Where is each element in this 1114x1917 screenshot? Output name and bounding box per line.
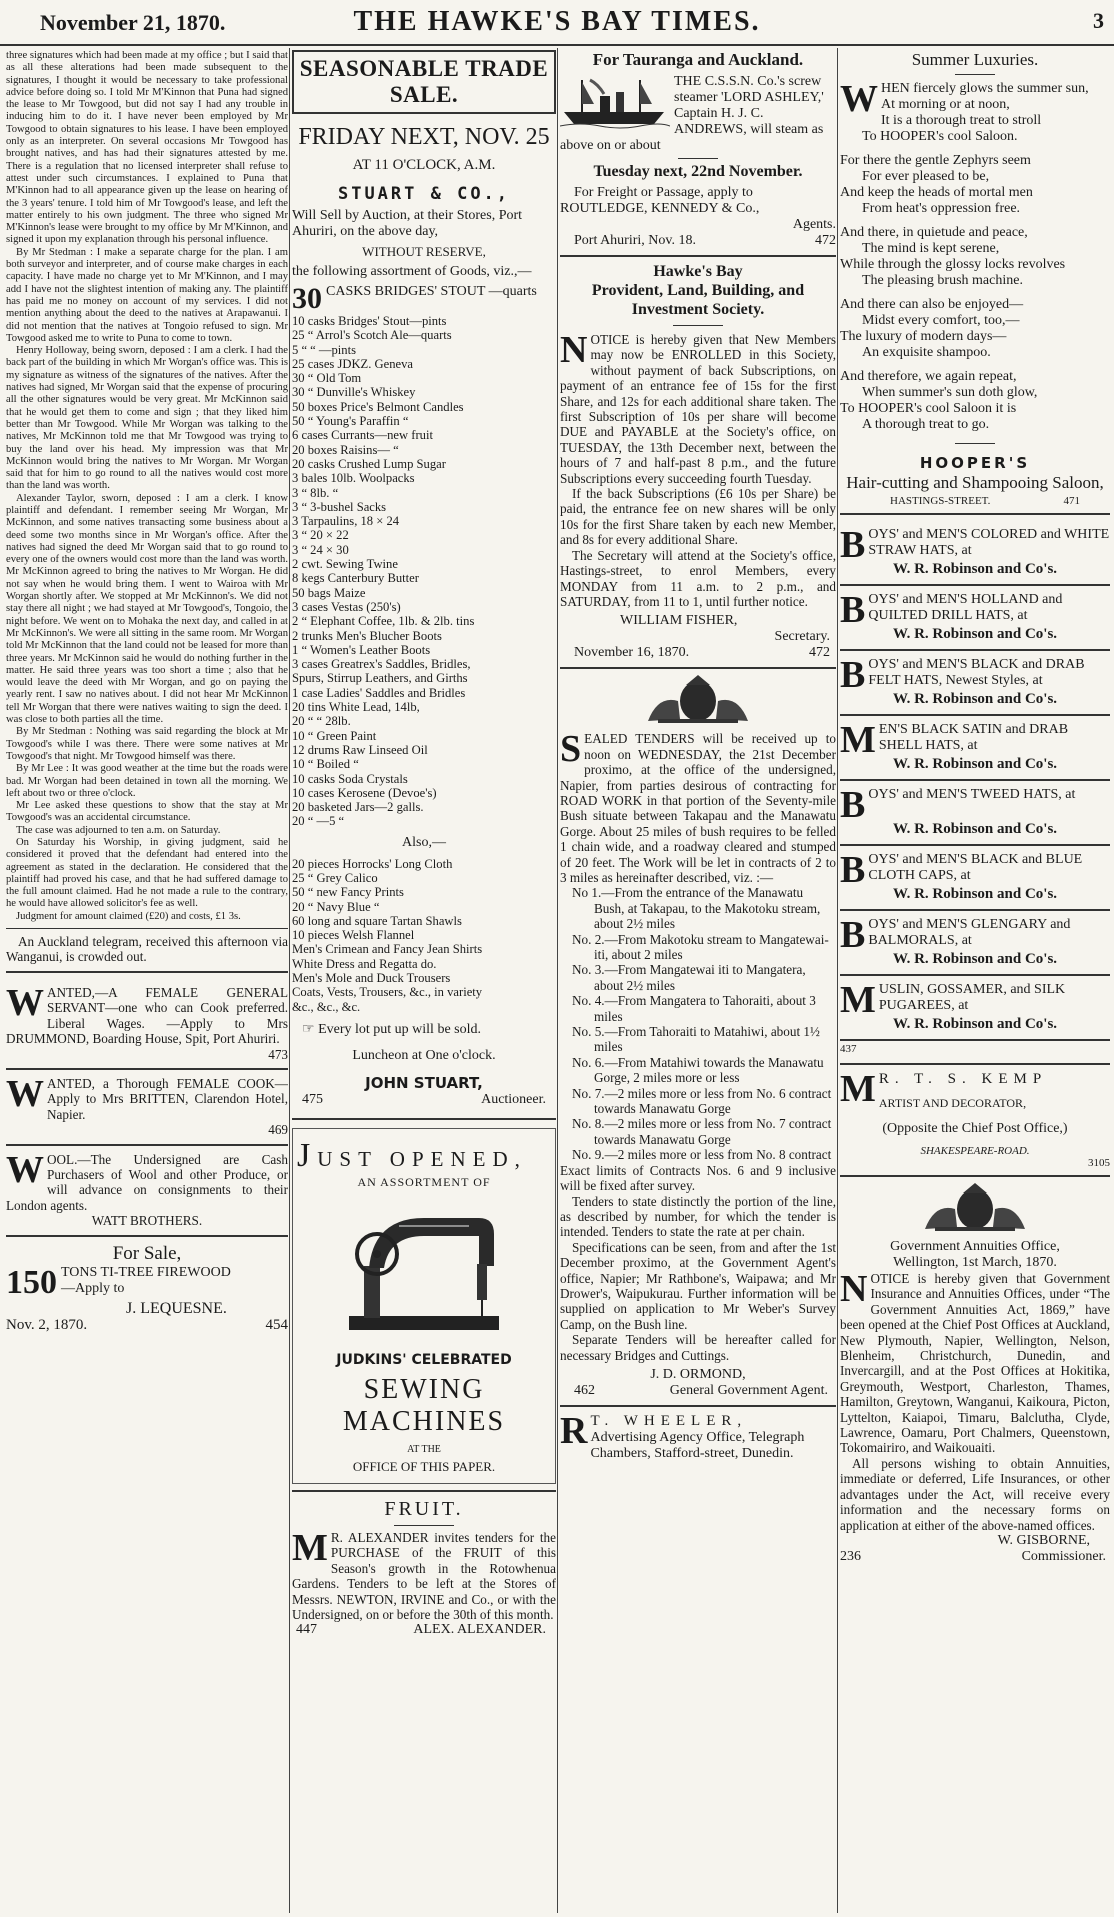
dropcap: B	[840, 849, 866, 891]
sale-time: AT 11 O'CLOCK, A.M.	[352, 157, 496, 173]
dropcap: M	[840, 719, 876, 761]
goods-item: White Dress and Regatta do.	[292, 956, 437, 971]
poem-line: The pleasing brush machine.	[862, 273, 1023, 288]
ad-number: 472	[809, 645, 830, 661]
routledge-firm: ROUTLEDGE, KENNEDY & Co.,	[560, 201, 760, 216]
goods-item: 25 “ Grey Calico	[292, 870, 378, 885]
society-body-2: If the back Subscriptions (£6 10s per Share) be paid, the entrance fee on new shares will be only 10s for the first Share taken by each new Member, and 8s for every additional Share.	[560, 486, 836, 548]
hat-ad-body: OYS' and MEN'S GLENGARY and BALMORALS, at	[868, 917, 1071, 948]
masthead	[0, 0, 1114, 46]
goods-item: 3 Tarpaulins, 18 × 24	[292, 514, 400, 529]
annuities-body: OTICE is hereby given that Government Insurance and Annuities Offices, under “The Government Annuities Act, 1869,” have been opened at the Chief Post Offices at Auckland, New Plymouth, Napier, Wellington, Nelson, Blenheim, Christchurch, Dunedin, and Invercargill, and at the Post Offices at Hokitika, Greymouth, Westport, Charleston, Thames, Hamilton, Greytown, Wanganui, Kaikoura, Picton, Lyttelton, Kaiapoi, Timaru, Balclutha, Clyde, Lawrence, Oamaru, Port Chalmers, Queenstown, Tokomairiro, and Waikouaiti.	[840, 1271, 1110, 1456]
firewood-qty: 150	[6, 1264, 57, 1301]
contract-item: No. 4.—From Mangatera to Tahoraiti, about 3 miles	[572, 993, 816, 1024]
sale-following: the following assortment of Goods, viz.,—	[292, 264, 532, 279]
hooper-name: HOOPER'S	[919, 454, 1031, 472]
goods-item: 1 “ Women's Leather Boots	[292, 642, 431, 657]
goods-item: 3 “ 3-bushel Sacks	[292, 499, 387, 514]
court-paragraph: three signatures which had been made at my office ; but I said that as all these alterations had been made subsequent to the signatures, I thought it would be necessary to take professional advice before doing so. I told Mr M'Kinnon that Puna had signed the lease to Mr Towgood, but did not say I had any trouble in inducing him to do it. I have never been employed by Mr Towgood to obtain signatures to his lease. I have been employed only as an interpreter. On several occasions Mr Towgood has brought natives, and has had their signatures attested by me. There is a regulation that no licensed interpreter shall refuse to attest under such circumstances. I explained to Puna that M'Kinnon had to all appearance given up the lease on hearing of the 3 years' tenure. I told him of Mr Towgood's lease, and left the matter entirely to his own judgment. The three who signed Mr M'Kinnon's lease were brought to my office by Mr M'Kinnon, and signed it upon my explanation through his personal influence.	[6, 50, 288, 246]
royal-coat-of-arms-icon	[915, 1183, 1035, 1233]
hooper-street: HASTINGS-STREET.	[890, 495, 991, 507]
ad-number: 447	[296, 1622, 317, 1638]
goods-item: 6 cases Currants—new fruit	[292, 428, 433, 443]
hat-ad-body: OYS' and MEN'S HOLLAND and QUILTED DRILL HATS, at	[868, 592, 1063, 623]
goods-item: 5 “ “ —pints	[292, 342, 357, 357]
contract-item: No. 8.—2 miles more or less from No. 7 contract towards Manawatu Gorge	[572, 1116, 832, 1147]
fruit-body: R. ALEXANDER invites tenders for the PURCHASE of the FRUIT of this Season's growth in the Rotowhenua Gardens. Tenders to be left at the Stores of Messrs. NEWTON, IRVINE and Co., or with the Undersigned, on or before the 30th of this month.	[292, 1529, 556, 1622]
ad-signature: WATT BROTHERS.	[91, 1213, 203, 1229]
dropcap: B	[840, 589, 866, 631]
poem-line: HEN fiercely glows the summer sun,	[881, 81, 1089, 96]
poem	[840, 78, 1110, 433]
goods-item: 20 “ Navy Blue “	[292, 899, 380, 914]
column-rule	[557, 48, 558, 1913]
column-1	[6, 50, 288, 1910]
dropcap: W	[6, 1148, 44, 1191]
poem-line: For ever pleased to be,	[862, 169, 990, 184]
court-paragraph: Alexander Taylor, sworn, deposed : I am a clerk. I know plaintiff and defendant. I remember seeing Mr Worgan, Mr McKinnon, and some natives transacting some business about a deed some two months since in Mr Worgan's office. After the natives had signed the deed Mr Worgan said that to go round to every one of the owners would cost more than the land was worth. Mr McKinnon agreed to bring the natives to Mr Worgan. He did not say when he would bring them. I went to Wairoa with Mr Worgan shortly after. We stopped at Mr McKinnon's. We did not stay there all night ; we had stayed at Mr Towgood's, Tongoio, the night before. We went on to Mohaka the next day, and called in at Mr McKinnon's. We were all sitting in the same room. Mr Worgan told Mr McKinnon that the land could not be leased for more than three years. Mr McKinnon said he would do nothing further in the matter. He said three years was too short a time ; also that he would leave the deed with Mr Worgan, and go on paying the yearly rent. I saw no natives about. I did not hear Mr McKinnon tell Mr Worgan that there were natives waiting to sign the deed. I was close to both parties all the time.	[6, 492, 288, 726]
tender-title: General Government Agent.	[669, 1382, 828, 1398]
first-item-qty: 30	[292, 284, 322, 314]
hats-ads	[840, 521, 1110, 1041]
dropcap: W	[6, 1072, 44, 1115]
firewood-name: J. LEQUESNE.	[126, 1299, 227, 1317]
contract-list	[560, 885, 836, 1162]
hat-ad-body: OYS' and MEN'S TWEED HATS, at	[868, 787, 1076, 802]
road-tender-notice	[560, 728, 836, 1399]
hat-ad	[840, 781, 1110, 846]
hat-ad	[840, 846, 1110, 911]
freight-line: For Freight or Passage, apply to	[574, 185, 753, 200]
hat-ad	[840, 521, 1110, 586]
goods-item: Coats, Vests, Trousers, &c., in variety	[292, 985, 483, 1000]
contract-item: No. 3.—From Mangatewai iti to Mangatera, about 2½ miles	[572, 962, 806, 993]
robinson-signature: W. R. Robinson and Co's.	[892, 821, 1058, 837]
hat-ad-body: OYS' and MEN'S COLORED and WHITE STRAW HATS, at	[868, 527, 1110, 558]
goods-item: 20 casks Crushed Lump Sugar	[292, 456, 446, 471]
annuities-title: Commissioner.	[1021, 1548, 1106, 1564]
wheeler-ad	[560, 1409, 836, 1462]
poem-line: From heat's oppression free.	[862, 201, 1021, 216]
ad-body: OOL.—The Undersigned are Cash Purchasers of Wool and other Produce, or will advance on consignments to their London agents.	[6, 1151, 288, 1213]
goods-item: Spurs, Stirrup Leathers, and Girths	[292, 671, 468, 686]
kemp-title: ARTIST AND DECORATOR,	[878, 1096, 1027, 1110]
goods-item: 50 “ Young's Paraffin “	[292, 414, 409, 429]
goods-item: &c., &c., &c.	[292, 999, 361, 1014]
poem-stanza	[840, 369, 1110, 433]
poem-line: A thorough treat to go.	[862, 417, 990, 432]
hat-ad	[840, 911, 1110, 976]
ad-number: 471	[1063, 495, 1080, 507]
contract-item: No. 7.—2 miles more or less from No. 6 contract towards Manawatu Gorge	[572, 1085, 832, 1117]
also-heading: Also,—	[402, 834, 446, 850]
goods-item: 60 long and square Tartan Shawls	[292, 913, 462, 928]
ad-number: 236	[840, 1548, 861, 1564]
dropcap: B	[840, 914, 866, 956]
contract-item: No 1.—From the entrance of the Manawatu Bush, at Takapau, to the Makotoku stream, about 2½ miles	[572, 885, 821, 932]
society-body: OTICE is hereby given that New Members may now be ENROLLED in this Society, without payment of back Subscriptions, on payment of an entrance fee of 15s for the first Share, and 12s for each additional share taken. The first Subscription of 10s per share will become DUE and PAYABLE at the Society's office, on TUESDAY, the 13th December next, between the hours of 7 and half-past 8 p.m., and the future Subscriptions every succeeding fourth Tuesday.	[560, 332, 836, 486]
goods-item: 3 “ 20 × 22	[292, 528, 349, 543]
tender-p2: Exact limits of Contracts Nos. 6 and 9 inclusive will be fixed after survey.	[560, 1162, 836, 1194]
tauranga-heading: For Tauranga and Auckland.	[592, 50, 804, 69]
society-notice	[560, 329, 836, 661]
goods-item: 25 cases JDKZ. Geneva	[292, 356, 413, 371]
poem-line: While through the glossy locks revolves	[840, 257, 1066, 272]
goods-item: 30 “ Dunville's Whiskey	[292, 385, 416, 400]
goods-list-2	[292, 857, 556, 1014]
dropcap: W	[840, 78, 878, 120]
court-paragraph: By Mr Stedman : I make a separate charge for the plan. I am both surveyor and interpreter, and of course make charges in each capacity. I have made no charge yet to Mr M'Kinnon, and I may add I have not the slightest intention of making any. The plaintiff has paid me no money on account of my services. I did not mention anything about the deed to the natives at Arapawanui. I did not mention that the natives at Tongoio refused to sign. Mr Towgood asked me to write to Puna to come to town.	[6, 246, 288, 344]
tauranga-place: Port Ahuriri, Nov. 18.	[574, 233, 696, 248]
telegram-note: An Auckland telegram, received this afternoon via Wanganui, is crowded out.	[6, 934, 288, 965]
sewing-machine-ad	[292, 1128, 556, 1484]
royal-coat-of-arms-icon	[638, 675, 758, 725]
page-number: 3	[1093, 8, 1104, 33]
goods-item: 25 “ Arrol's Scotch Ale—quarts	[292, 328, 452, 343]
ad-number: 472	[815, 233, 836, 248]
goods-item: Men's Crimean and Fancy Jean Shirts	[292, 942, 483, 957]
sewing-machine-illustration	[329, 1196, 519, 1346]
firewood-date: Nov. 2, 1870.	[6, 1316, 88, 1333]
auctioneer-name: JOHN STUART,	[365, 1073, 483, 1092]
poem-stanza	[840, 297, 1110, 361]
robinson-signature: W. R. Robinson and Co's.	[892, 951, 1058, 967]
annuities-notice	[840, 1268, 1110, 1565]
dropcap: B	[840, 784, 866, 826]
ad-number: 3105	[1088, 1157, 1110, 1169]
trade-sale-banner: SEASONABLE TRADE SALE.	[292, 50, 556, 114]
tuesday-line: Tuesday next, 22nd November.	[593, 163, 803, 180]
kemp-ad	[840, 1068, 1110, 1169]
auctioneer-firm: STUART & CO.,	[337, 184, 511, 204]
wheeler-name: T. WHEELER,	[590, 1412, 748, 1429]
newspaper-title: THE HAWKE'S BAY TIMES.	[353, 6, 761, 37]
hat-ad-body: EN'S BLACK SATIN and DRAB SHELL HATS, at	[878, 722, 1069, 753]
court-paragraph: Mr Lee asked these questions to show that the stay at Mr Towgood's was an accidental circumstance.	[6, 800, 288, 824]
ad-number: 475	[302, 1091, 323, 1107]
ad-wool	[6, 1146, 288, 1237]
society-heading-1: Hawke's Bay	[653, 263, 743, 280]
goods-item: 50 boxes Price's Belmont Candles	[292, 399, 464, 414]
robinson-signature: W. R. Robinson and Co's.	[892, 626, 1058, 642]
dropcap: W	[6, 981, 44, 1024]
tender-signature: J. D. ORMOND,	[650, 1366, 746, 1382]
pointing-hand-icon: ☞	[302, 1021, 315, 1037]
hat-ad	[840, 651, 1110, 716]
wheeler-body: Advertising Agency Office, Telegraph Chambers, Stafford-street, Dunedin.	[590, 1429, 805, 1461]
goods-item: 20 “ “ 28lb.	[292, 714, 351, 729]
goods-item: 10 “ Boiled “	[292, 757, 359, 772]
poem-line: It is a thorough treat to stroll	[881, 113, 1042, 128]
dropcap: S	[560, 728, 582, 771]
at-the: AT THE	[407, 1443, 441, 1455]
goods-item: 20 boxes Raisins— “	[292, 442, 399, 457]
goods-item: 50 bags Maize	[292, 585, 366, 600]
column-rule	[289, 48, 290, 1913]
poem-title: Summer Luxuries.	[911, 50, 1039, 69]
goods-item: 10 cases Kerosene (Devoe's)	[292, 785, 437, 800]
kemp-road: SHAKESPEARE-ROAD.	[920, 1145, 1030, 1157]
goods-item: 10 pieces Welsh Flannel	[292, 928, 415, 943]
firewood-line: —Apply to	[61, 1280, 125, 1296]
ad-female-cook	[6, 1070, 288, 1146]
hat-ad	[840, 716, 1110, 781]
poem-line: To HOOPER's cool Saloon it is	[840, 401, 1017, 416]
dropcap: B	[840, 654, 866, 696]
goods-item: 3 cases Vestas (250's)	[292, 599, 401, 614]
dropcap: B	[840, 524, 866, 566]
annuities-signature: W. GISBORNE,	[997, 1532, 1090, 1548]
goods-item: 3 “ 24 × 30	[292, 542, 349, 557]
goods-item: 10 “ Green Paint	[292, 728, 377, 743]
goods-item: 1 case Ladies' Saddles and Bridles	[292, 685, 466, 700]
goods-list	[292, 314, 556, 829]
poem-stanza	[840, 225, 1110, 289]
dropcap: N	[840, 1268, 868, 1310]
goods-item: 3 bales 10lb. Woolpacks	[292, 471, 415, 486]
hat-ad-body: OYS' and MEN'S BLACK and BLUE CLOTH CAPS, at	[868, 852, 1083, 883]
poem-line: And keep the heads of mortal men	[840, 185, 1033, 200]
tauranga-body: THE C.S.S.N. Co.'s screw steamer 'LORD ASHLEY,' Captain H. J. C. ANDREWS, will steam as above on or about	[560, 74, 824, 153]
sewing-machines-heading: SEWING MACHINES	[342, 1373, 506, 1437]
tender-p3: Tenders to state distinctly the portion of the line, as described by number, for which the tender is intended. Tenders to state the rate at per chain.	[560, 1193, 836, 1240]
luncheon-note: Luncheon at One o'clock.	[352, 1047, 496, 1063]
assortment: AN ASSORTMENT OF	[357, 1174, 491, 1189]
fruit-ad	[292, 1526, 556, 1622]
court-paragraph: The case was adjourned to ten a.m. on Saturday.	[16, 824, 221, 836]
society-secretary: Secretary.	[774, 629, 830, 645]
goods-item: 30 “ Old Tom	[292, 371, 362, 386]
society-heading-2: Provident, Land, Building, and Investment Society.	[591, 282, 805, 318]
ad-number: 454	[265, 1316, 288, 1333]
poem-line: To HOOPER's cool Saloon.	[862, 129, 1018, 144]
issue-date: November 21, 1870.	[40, 10, 226, 35]
fruit-heading: FRUIT.	[384, 1497, 464, 1520]
contract-item: No. 6.—From Matahiwi towards the Manawatu Gorge, 2 miles more or less	[572, 1054, 824, 1086]
goods-item: 10 casks Soda Crystals	[292, 771, 408, 786]
robinson-signature: W. R. Robinson and Co's.	[892, 886, 1058, 902]
fruit-signature: ALEX. ALEXANDER.	[413, 1622, 546, 1638]
goods-item: 12 drums Raw Linseed Oil	[292, 742, 428, 757]
ad-firewood	[6, 1237, 288, 1333]
poem-line: And there, in quietude and peace,	[840, 225, 1028, 240]
ad-body: ANTED, a Thorough FEMALE COOK—Apply to Mrs BRITTEN, Clarendon Hotel, Napier.	[47, 1075, 288, 1122]
poem-line: And there can also be enjoyed—	[840, 297, 1024, 312]
annuities-body-2: All persons wishing to obtain Annuities, immediate or deferred, Life Insurances, or other advantages under the Act, will receive every information and the necessary forms on application at either of the above-named offices.	[840, 1455, 1110, 1533]
every-lot-note: Every lot put up will be sold.	[318, 1021, 481, 1037]
dropcap: M	[840, 979, 876, 1021]
contract-item: No. 5.—From Tahoraiti to Matahiwi, about 1½ miles	[572, 1024, 820, 1055]
poem-line: And therefore, we again repeat,	[840, 369, 1017, 384]
kemp-location: (Opposite the Chief Post Office,)	[882, 1121, 1068, 1136]
dropcap: N	[560, 329, 588, 371]
goods-item: 20 basketed Jars—2 galls.	[292, 800, 424, 815]
just-opened: UST OPENED,	[317, 1146, 527, 1171]
column-4	[840, 50, 1110, 1910]
ad-female-servant	[6, 979, 288, 1070]
court-paragraph: Judgment for amount claimed (£20) and costs, £1 3s.	[16, 910, 241, 922]
hat-ad-body: USLIN, GOSSAMER, and SILK PUGAREES, at	[878, 982, 1066, 1013]
court-paragraph: By Mr Lee : It was good weather at the time but the roads were bad. Mr Worgan had been detained in town all the morning. We left about two or three o'clock.	[6, 763, 288, 799]
robinson-signature: W. R. Robinson and Co's.	[892, 691, 1058, 707]
poem-stanza	[840, 153, 1110, 217]
sale-intro: Will Sell by Auction, at their Stores, Port Ahuriri, on the above day,	[292, 208, 523, 239]
goods-item: 3 “ 8lb. “	[292, 485, 339, 500]
robinson-signature: W. R. Robinson and Co's.	[892, 561, 1058, 577]
society-signature: WILLIAM FISHER,	[620, 613, 738, 629]
ad-number: 469	[268, 1122, 288, 1138]
column-2	[292, 50, 556, 1910]
goods-item: 50 “ new Fancy Prints	[292, 885, 404, 900]
column-rule	[837, 48, 838, 1913]
annuities-heading-1: Government Annuities Office,	[890, 1239, 1060, 1254]
kemp-name: R. T. S. KEMP	[878, 1071, 1048, 1087]
poem-line: For there the gentle Zephyrs seem	[840, 153, 1031, 168]
dropcap: M	[840, 1068, 876, 1110]
poem-line: An exquisite shampoo.	[862, 345, 991, 360]
ad-body: ANTED,—A FEMALE GENERAL SERVANT—one who can Cook preferred. Liberal Wages. —Apply to Mrs DRUMMOND, Boarding House, Spit, Port Ahuriri.	[6, 984, 288, 1047]
poem-line: When summer's sun doth glow,	[862, 385, 1038, 400]
dropcap: M	[292, 1526, 328, 1569]
sale-date: FRIDAY NEXT, NOV. 25	[298, 124, 550, 150]
goods-item: 20 pieces Horrocks' Long Cloth	[292, 856, 453, 871]
society-body-3: The Secretary will attend at the Society's office, Hastings-street, to enrol Members, every MONDAY from 11 a.m. to 2 p.m., and SATURDAY, from 11 to 1, until further notice.	[560, 547, 836, 609]
tender-p5: Separate Tenders will be hereafter called for necessary Bridges and Cuttings.	[560, 1332, 836, 1363]
column-3	[560, 50, 836, 1910]
firewood-line: TONS TI-TREE FIREWOOD	[61, 1264, 231, 1280]
goods-item: 2 “ Elephant Coffee, 1lb. & 2lb. tins	[292, 614, 475, 629]
tender-p4: Specifications can be seen, from and after the 1st December proximo, at the Government Agent's office, Napier; Mr Rathbone's, Waipawa; and Mr Drower's, Waipukurau. Further information will be supplied on application to Mr Weber's Survey Camp, on the Bush line.	[560, 1239, 836, 1332]
robinson-signature: W. R. Robinson and Co's.	[892, 1016, 1058, 1032]
court-paragraph: Henry Holloway, being sworn, deposed : I am a clerk. I had the back part of the building in which Mr Worgan's office was. This is my signature as witness of the signatures of the natives. After the natives had signed, Mr Worgan said that the expense of procuring all the other signatures would be very great. Mr McKinnon said that he would get them to come and sign ; that they liked him better than Mr Towgood. While Mr Worgan was talking to the natives, Mr McKinnon told me that Mr Towgood was trying to buy the land over his head. My impression was that Mr McKinnon would bring the natives to Mr Worgan. Mr Worgan said that for him to go round to all the natives would cost more than the land was worth.	[6, 345, 288, 492]
sale-reserve: WITHOUT RESERVE,	[362, 244, 486, 259]
ad-number: 462	[574, 1382, 595, 1398]
poem-stanza	[840, 78, 1110, 145]
first-item: CASKS BRIDGES' STOUT —quarts	[326, 284, 537, 299]
poem-line: Midst every comfort, too,—	[862, 313, 1020, 328]
dropcap: J	[297, 1136, 318, 1174]
court-paragraph: By Mr Stedman : Nothing was said regarding the block at Mr Towgood's while I was there. There were some natives at Mr Towgood's that night. Mr Towgood himself was there.	[6, 726, 288, 762]
court-report	[6, 50, 288, 923]
hat-ad	[840, 976, 1110, 1041]
dropcap: R	[560, 1409, 588, 1452]
society-date: November 16, 1870.	[574, 645, 690, 661]
goods-item: 2 cwt. Sewing Twine	[292, 557, 398, 572]
robinson-signature: W. R. Robinson and Co's.	[892, 756, 1058, 772]
steamer-icon	[560, 74, 670, 130]
poem-line: The mind is kept serene,	[862, 241, 1000, 256]
goods-item: 20 tins White Lead, 14lb,	[292, 700, 420, 715]
auctioneer-title: Auctioneer.	[481, 1091, 546, 1107]
judkins-label: JUDKINS' CELEBRATED	[336, 1351, 512, 1368]
goods-item: 20 “ —5 “	[292, 814, 345, 829]
goods-item: Men's Mole and Duck Trousers	[292, 971, 451, 986]
goods-item: 8 kegs Canterbury Butter	[292, 571, 419, 586]
annuities-heading-2: Wellington, 1st March, 1870.	[893, 1255, 1057, 1270]
court-paragraph: On Saturday his Worship, in giving judgment, said he considered it proved that the defendant had entered into the agreement as stated in the declaration. He considered that the plaintiff had proved his case, and that he had suffered damage to the full amount claimed. Had he not made a rule to the contrary, he would have allowed solicitor's fee as well.	[6, 837, 288, 910]
hat-ad-body: OYS' and MEN'S BLACK and DRAB FELT HATS, Newest Styles, at	[868, 657, 1085, 688]
goods-item: 10 casks Bridges' Stout—pints	[292, 314, 447, 328]
ad-number: 437	[840, 1043, 857, 1055]
office-label: OFFICE OF THIS PAPER.	[352, 1458, 496, 1474]
contract-item: No. 9.—2 miles more or less from No. 8 contract	[572, 1147, 832, 1163]
hat-ad	[840, 586, 1110, 651]
hooper-saloon: Hair-cutting and Shampooing Saloon,	[846, 473, 1104, 492]
poem-line: At morning or at noon,	[881, 97, 1010, 112]
goods-item: 3 cases Greatrex's Saddles, Bridles,	[292, 657, 471, 672]
tender-body: EALED TENDERS will be received up to noon on WEDNESDAY, the 21st December proximo, at the office of the undersigned, Napier, from parties desirous of contracting for ROAD WORK in that portion of the Seventy-mile Bush situate between Takapau and the Manawatu Gorge. About 25 miles of bush requires to be felled 1 chain wide, and a roadway cleared and stumped of 20 feet. The Work will be let in contracts of 2 to 3 miles as hereinafter described, viz. :—	[560, 731, 836, 885]
ad-heading: For Sale,	[112, 1242, 182, 1264]
goods-item: 2 trunks Men's Blucher Boots	[292, 628, 442, 643]
contract-item: No. 2.—From Makotoku stream to Mangatewai-iti, about 2 miles	[572, 931, 829, 962]
ad-number: 473	[268, 1046, 288, 1062]
poem-line: The luxury of modern days—	[840, 329, 1007, 344]
agents-label: Agents.	[792, 217, 836, 232]
